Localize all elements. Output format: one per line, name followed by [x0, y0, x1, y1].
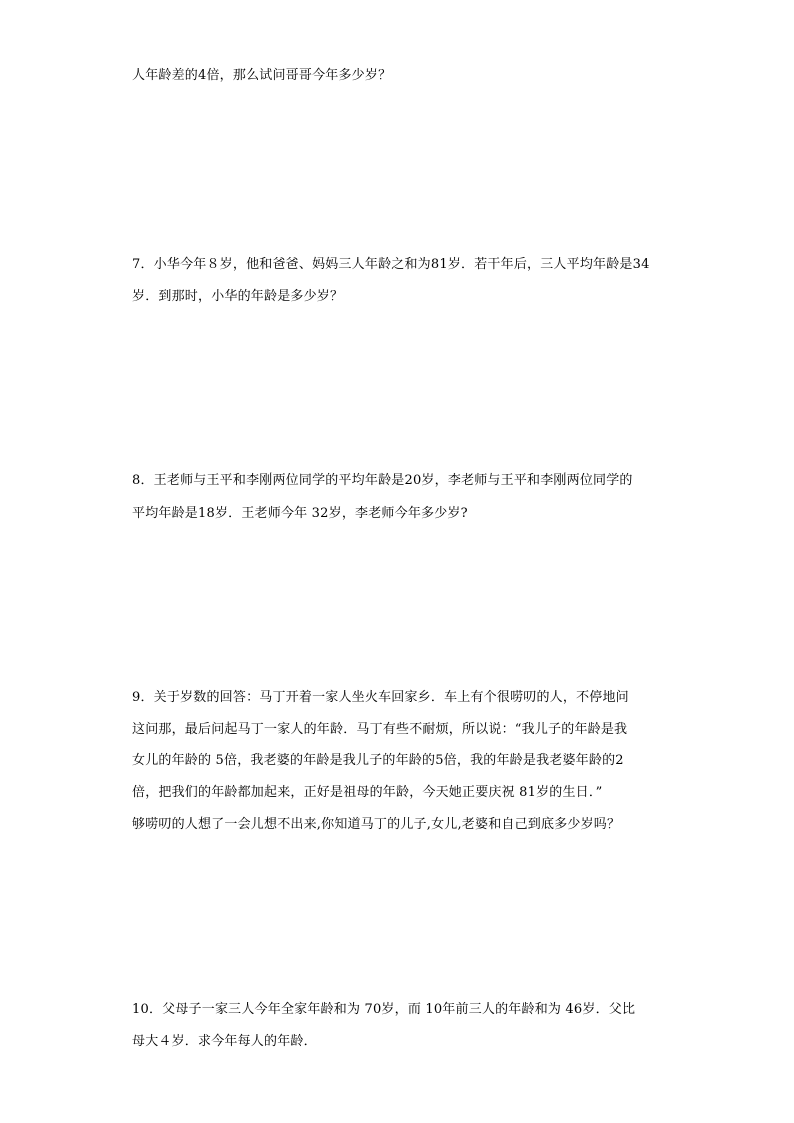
question-8-line-1: 8．王老师与王平和李刚两位同学的平均年龄是20岁，李老师与王平和李刚两位同学的: [132, 473, 633, 488]
question-7-line-2: 岁．到那时，小华的年龄是多少岁？: [132, 289, 344, 304]
question-9-line-2: 这问那，最后问起马丁一家人的年龄．马丁有些不耐烦，所以说：“我儿子的年龄是我: [132, 722, 628, 737]
question-10-line-1: 10．父母子一家三人今年全家年龄和为 70岁，而 10年前三人的年龄和为 46岁．父比: [132, 1002, 636, 1017]
question-9-line-3: 女儿的年龄的 5倍，我老婆的年龄是我儿子的年龄的5倍，我的年龄是我老婆年龄的2: [132, 753, 624, 768]
question-9-line-4: 倍，把我们的年龄都加起来，正好是祖母的年龄，今天她正要庆祝 81岁的生日．”: [132, 785, 603, 800]
question-10-line-2: 母大４岁．求今年每人的年龄．: [132, 1034, 317, 1049]
question-9-line-1: 9．关于岁数的回答：马丁开着一家人坐火车回家乡．车上有个很唠叨的人，不停地问: [132, 690, 629, 705]
question-9-line-5: 够唠叨的人想了一会儿想不出来,你知道马丁的儿子,女儿,老婆和自己到底多少岁吗？: [132, 817, 621, 832]
question-8-line-2: 平均年龄是18岁．王老师今年 32岁，李老师今年多少岁?: [132, 506, 468, 521]
question-6-line-1: 人年龄差的4倍，那么试问哥哥今年多少岁？: [132, 68, 392, 83]
question-7-line-1: 7．小华今年８岁，他和爸爸、妈妈三人年龄之和为81岁．若干年后，三人平均年龄是34: [132, 257, 650, 272]
